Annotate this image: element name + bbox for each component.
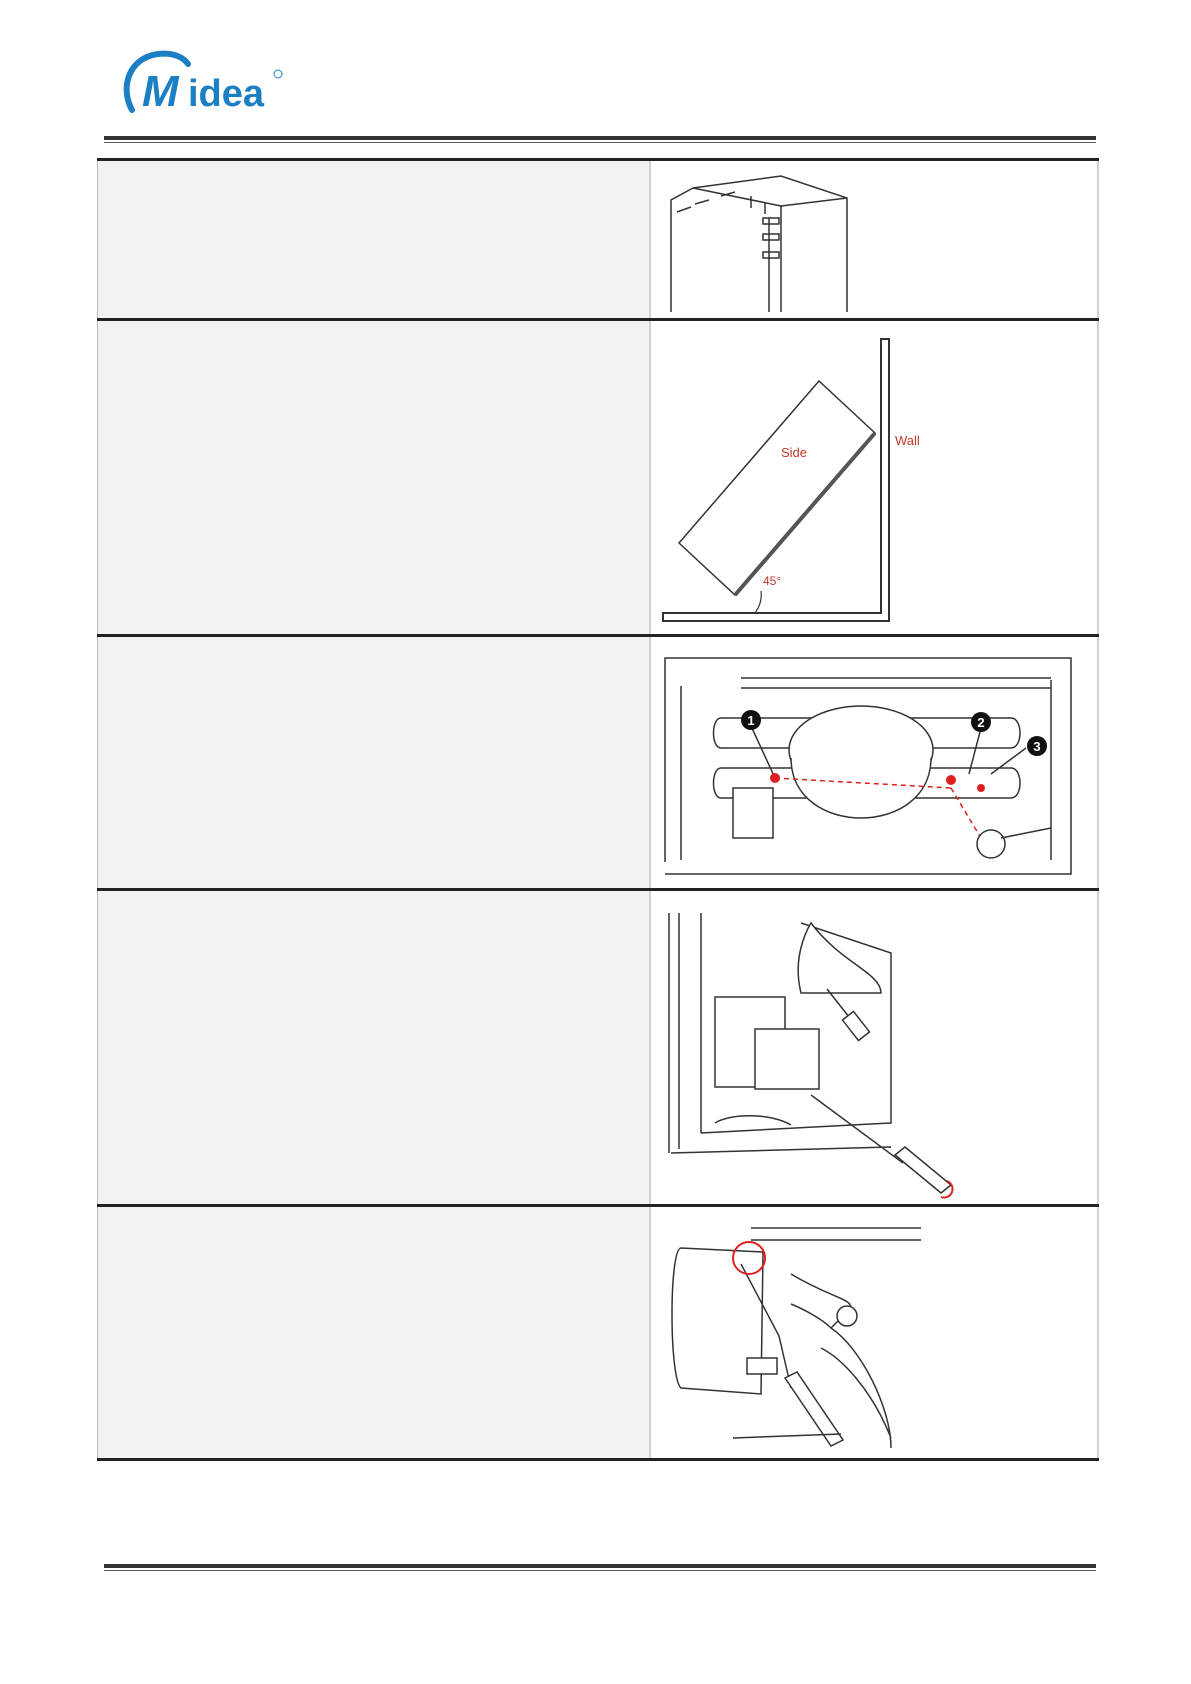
- step-row: [98, 320, 1099, 636]
- step-instruction: [98, 160, 650, 320]
- callout-label: 1: [746, 712, 755, 728]
- cabinet-corner-tape-figure: [650, 160, 1099, 320]
- step-instruction: [98, 320, 650, 636]
- wall-label: Wall: [894, 432, 920, 448]
- step-row: [98, 890, 1099, 1206]
- compressor-tube-cut-figure: [650, 636, 1099, 890]
- step-instruction: [98, 1206, 650, 1460]
- disassembly-steps-table: [97, 158, 1099, 1461]
- tilt-against-wall-figure: [650, 320, 1099, 636]
- step-row: [98, 1206, 1099, 1460]
- step-instruction: [98, 636, 650, 890]
- step-row: [98, 160, 1099, 320]
- svg-text:M: M: [142, 67, 179, 116]
- step-row: [98, 636, 1099, 890]
- callout-label: 3: [1032, 738, 1041, 754]
- angle-label: 45°: [762, 573, 781, 588]
- step-instruction: [98, 890, 650, 1206]
- side-label: Side: [780, 444, 807, 460]
- midea-logo: [118, 48, 318, 124]
- screwdriver-clamp-figure: [650, 890, 1099, 1206]
- header-rule: [104, 136, 1096, 143]
- svg-text:idea: idea: [188, 73, 265, 115]
- footer-rule: [104, 1564, 1096, 1571]
- callout-label: 2: [976, 714, 985, 730]
- relay-cover-pry-figure: [650, 1206, 1099, 1460]
